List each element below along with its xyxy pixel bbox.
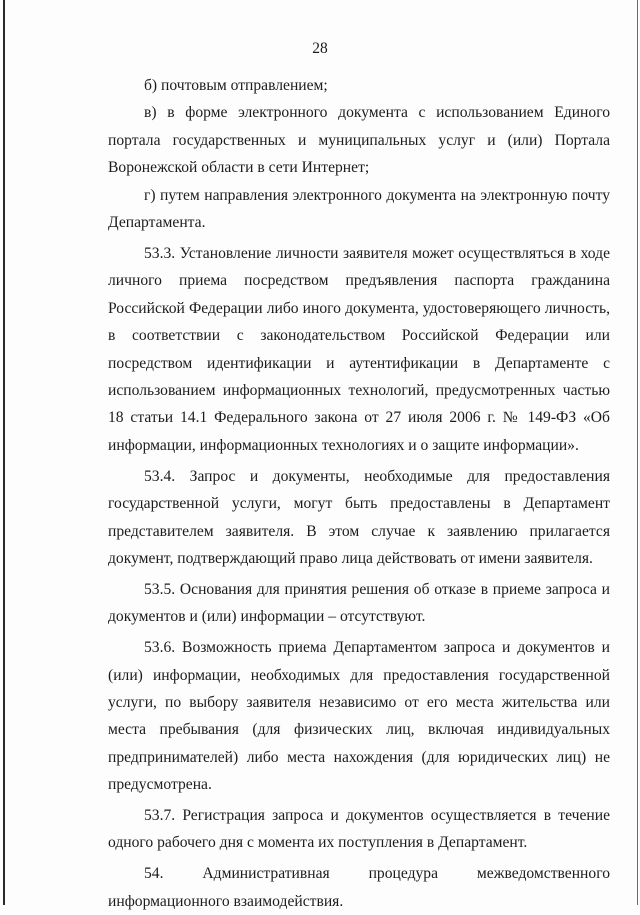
page-number: 28 [312,40,328,57]
paragraph-v-electronic-portal: в) в форме электронного документа с использованием Единого портала государственных и муниципальных услуг и (или) Портала Воронежской области в сети Интернет; [108,104,610,177]
scan-border-left [3,0,5,905]
paragraph-54: 54. Административная процедура межведомственного информационного взаимодействия. [108,865,610,910]
paragraph-53-4: 53.4. Запрос и документы, необходимые для предоставления государственной услуги, могут быть предоставлены в Департамент представителем заявителя. В этом случае к заявлению прилагается документ, подтверждающий право лица действовать от имени заявителя. [108,467,610,567]
document-body [108,72,610,915]
paragraph-b-mail: б) почтовым отправлением; [144,77,328,94]
paragraph-53-5: 53.5. Основания для принятия решения об отказе в приеме запроса и документов и (или) информации – отсутствуют. [108,580,610,626]
paragraph-g-email: г) путем направления электронного документа на электронную почту Департамента. [108,186,610,232]
scan-border-right [637,0,638,905]
paragraph-53-6: 53.6. Возможность приема Департаментом запроса и документов и (или) информации, необходимых для предоставления государственной услуги, по выбору заявителя независимо от его места жительства или места пребывания (для физических лиц, включая индивидуальных предпринимателей) либо места нахождения (для юридических лиц) не предусмотрена. [108,639,610,794]
paragraph-53-3: 53.3. Установление личности заявителя может осуществляться в ходе личного приема посредством предъявления паспорта гражданина Российской Федерации либо иного документа, удостоверяющего личность, в соответствии с законодательством Российской Федерации или посредством идентификации и аутентификации в Департаменте с использованием информационных технологий, предусмотренных частью 18 статьи 14.1 Федерального закона от 27 июля 2006 г. № 149-ФЗ «Об информации, информационных технологиях и о защите информации». [108,244,610,454]
paragraph-53-7: 53.7. Регистрация запроса и документов осуществляется в течение одного рабочего дня с момента их поступления в Департамент. [108,807,610,852]
